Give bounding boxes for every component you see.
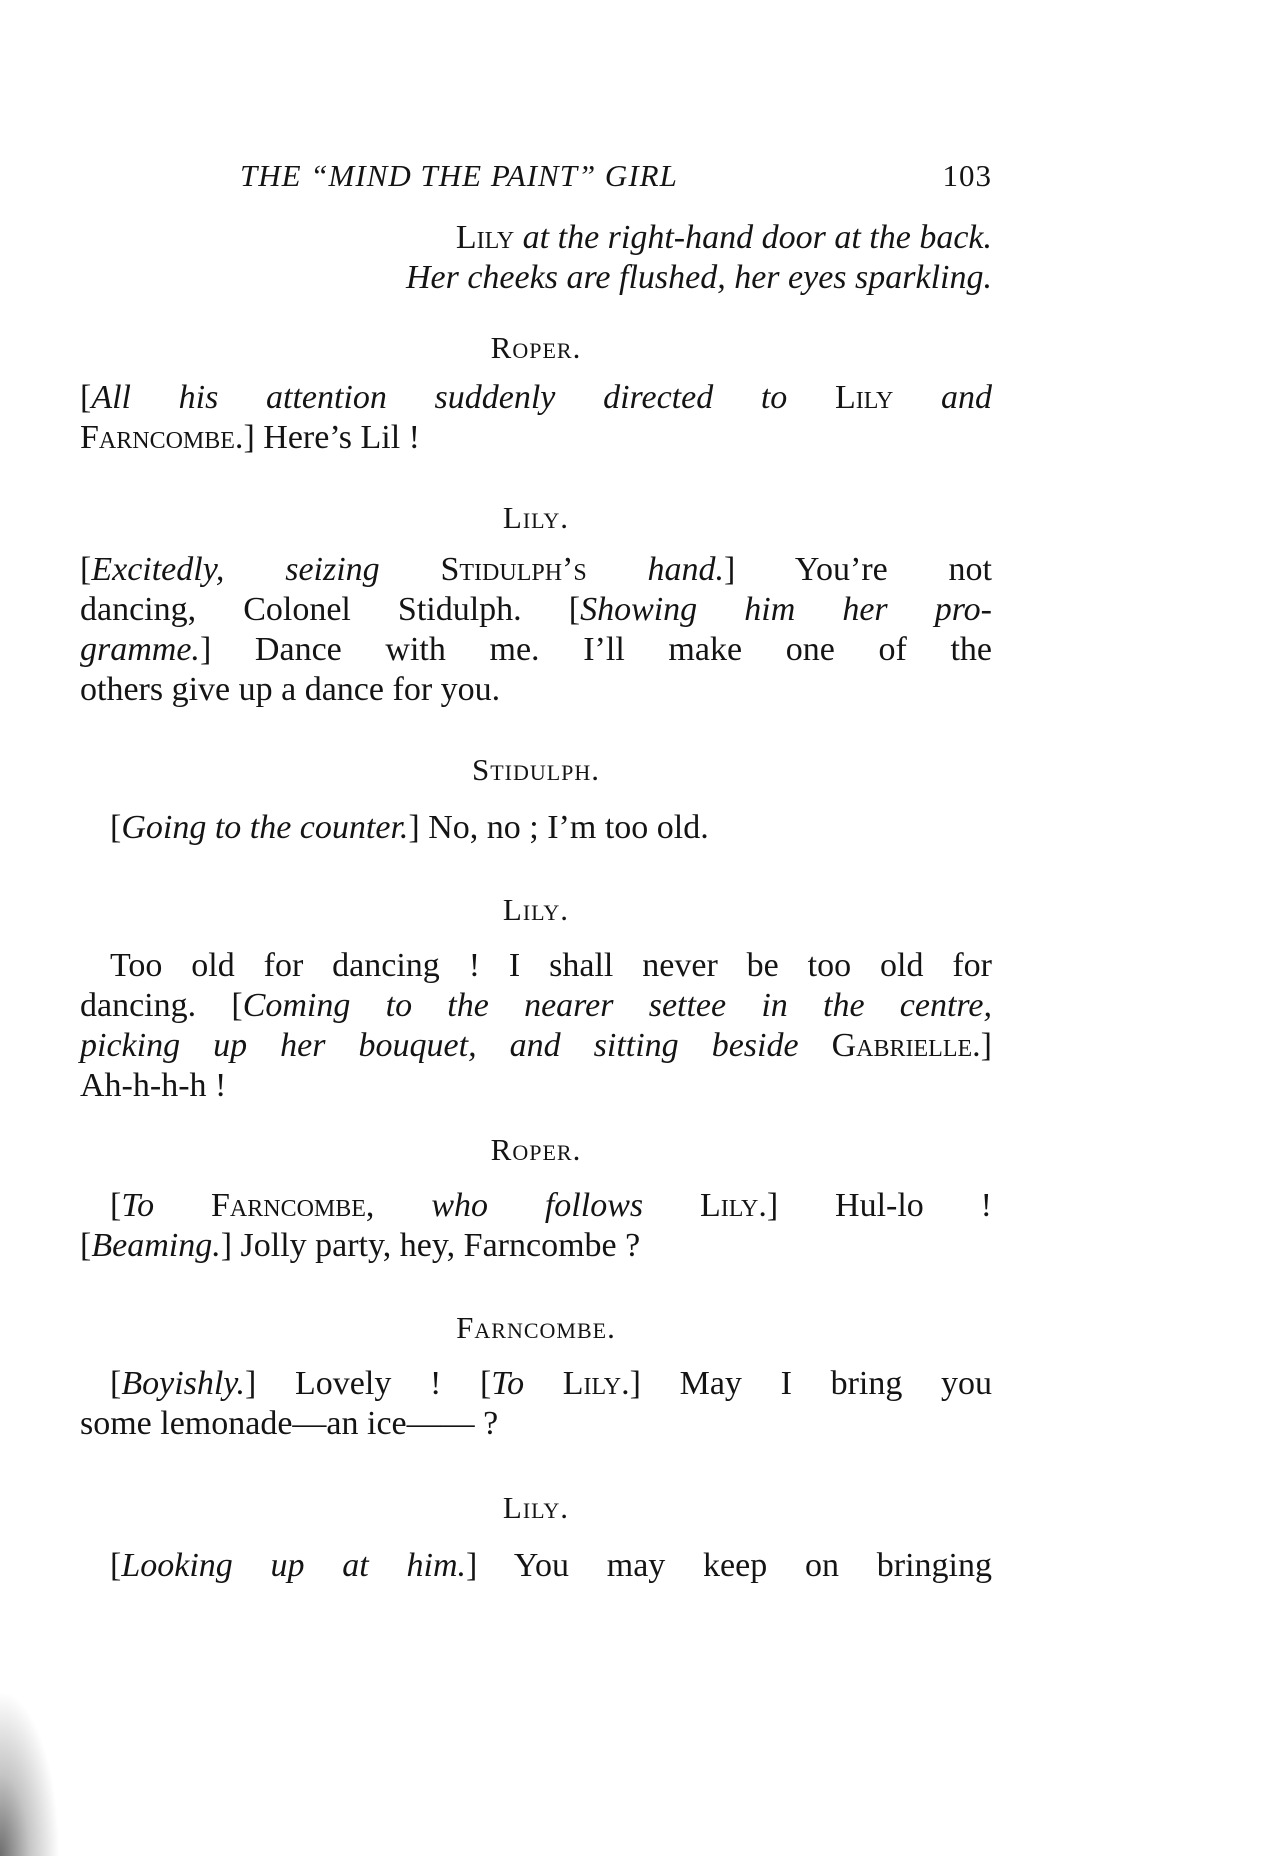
speaker-name: Lily.: [502, 500, 570, 535]
stage-direction-text: who follows: [431, 1187, 644, 1224]
speech-line: [80, 590, 992, 630]
speech-line: [110, 808, 1022, 848]
speech-line: [80, 378, 992, 418]
speech-line: [80, 630, 992, 670]
speech-line: some lemonade—an ice—— ?: [80, 1405, 499, 1442]
running-title: THE “MIND THE PAINT” GIRL: [240, 158, 678, 193]
speech-line: [80, 1026, 992, 1066]
speech-line: [110, 1186, 992, 1226]
dialogue-text: ] You’re not: [724, 551, 992, 588]
speech-line: [80, 418, 992, 458]
stage-direction-text: To: [121, 1187, 155, 1224]
stage-direction-line: Her cheeks are flushed, her eyes sparkling.: [405, 259, 992, 296]
character-name: Farncombe,: [211, 1187, 375, 1224]
stage-direction-text: and: [941, 379, 993, 416]
dialogue-text: ] Jolly party, hey, Farncombe ?: [220, 1227, 641, 1264]
stage-direction-text: To: [491, 1365, 525, 1402]
character-name: Lily.: [562, 1365, 630, 1402]
stage-direction-text: Excitedly, seizing: [91, 551, 380, 588]
stage-direction-text: Showing him her pro-: [580, 591, 992, 628]
bracket: [: [110, 1547, 122, 1584]
page-number: 103: [942, 158, 992, 193]
speaker-name: Stidulph.: [471, 752, 601, 787]
stage-direction-text: All his attention suddenly directed to: [91, 379, 788, 416]
character-name: Farncombe.: [80, 419, 244, 456]
dialogue-text: ] Dance with me. I’ll make one of the: [199, 631, 992, 668]
character-name: Stidulph’s: [440, 551, 587, 588]
bracket: [: [80, 1227, 92, 1264]
dialogue-text: ] No, no ; I’m too old.: [408, 809, 709, 846]
character-name: Lily: [834, 379, 894, 416]
speech-line: [80, 986, 992, 1026]
stage-direction-text: picking up her bouquet, and sitting beside: [80, 1027, 799, 1064]
stage-direction-text: Going to the counter.: [121, 809, 409, 846]
speech-line: [80, 550, 992, 590]
bracket: [: [110, 809, 122, 846]
dialogue-text: ] Hul-lo !: [766, 1187, 992, 1224]
stage-direction-text: Looking up at him.: [121, 1547, 467, 1584]
character-name: Lily: [455, 219, 515, 256]
speaker-name: Roper.: [490, 1132, 582, 1167]
stage-direction-text: Coming to the nearer settee in the centre,: [242, 987, 992, 1024]
stage-direction-text: Boyishly.: [121, 1365, 246, 1402]
speech-line: [110, 1364, 992, 1404]
speaker-name: Lily.: [502, 892, 570, 927]
speaker-name: Roper.: [490, 330, 582, 365]
bracket: [: [80, 551, 92, 588]
speaker-name: Lily.: [502, 1490, 570, 1525]
stage-direction-text: Beaming.: [91, 1227, 221, 1264]
dialogue-text: ] Here’s Lil !: [243, 419, 420, 456]
bracket: [: [80, 379, 92, 416]
character-name: Lily.: [699, 1187, 767, 1224]
dialogue-text: ] May I bring you: [629, 1365, 993, 1402]
stage-direction-text: gramme.: [80, 631, 200, 668]
speech-line: Ah-h-h-h !: [80, 1067, 227, 1104]
bracket: [: [110, 1187, 122, 1224]
page-header: [240, 158, 992, 198]
stage-direction-line: [270, 218, 992, 258]
speech-line: [80, 1226, 992, 1266]
bracket: [: [110, 1365, 122, 1402]
speech-line: Too old for dancing ! I shall never be too old for: [110, 947, 992, 984]
speaker-name: Farncombe.: [456, 1310, 616, 1345]
dialogue-text: ] Lovely ! [: [245, 1365, 492, 1402]
stage-direction-text: at the right-hand door at the back.: [514, 219, 992, 256]
dialogue-text: ] You may keep on bringing: [466, 1547, 992, 1584]
dialogue-text: dancing, Colonel Stidulph. [: [80, 591, 581, 628]
scan-speckle-mark: [0, 1690, 60, 1856]
bracket: ]: [980, 1027, 992, 1064]
dialogue-text: dancing. [: [80, 987, 243, 1024]
speech-line: [110, 1546, 992, 1586]
speech-line: others give up a dance for you.: [80, 671, 501, 708]
stage-direction-text: hand.: [647, 551, 725, 588]
character-name: Gabrielle.: [831, 1027, 981, 1064]
